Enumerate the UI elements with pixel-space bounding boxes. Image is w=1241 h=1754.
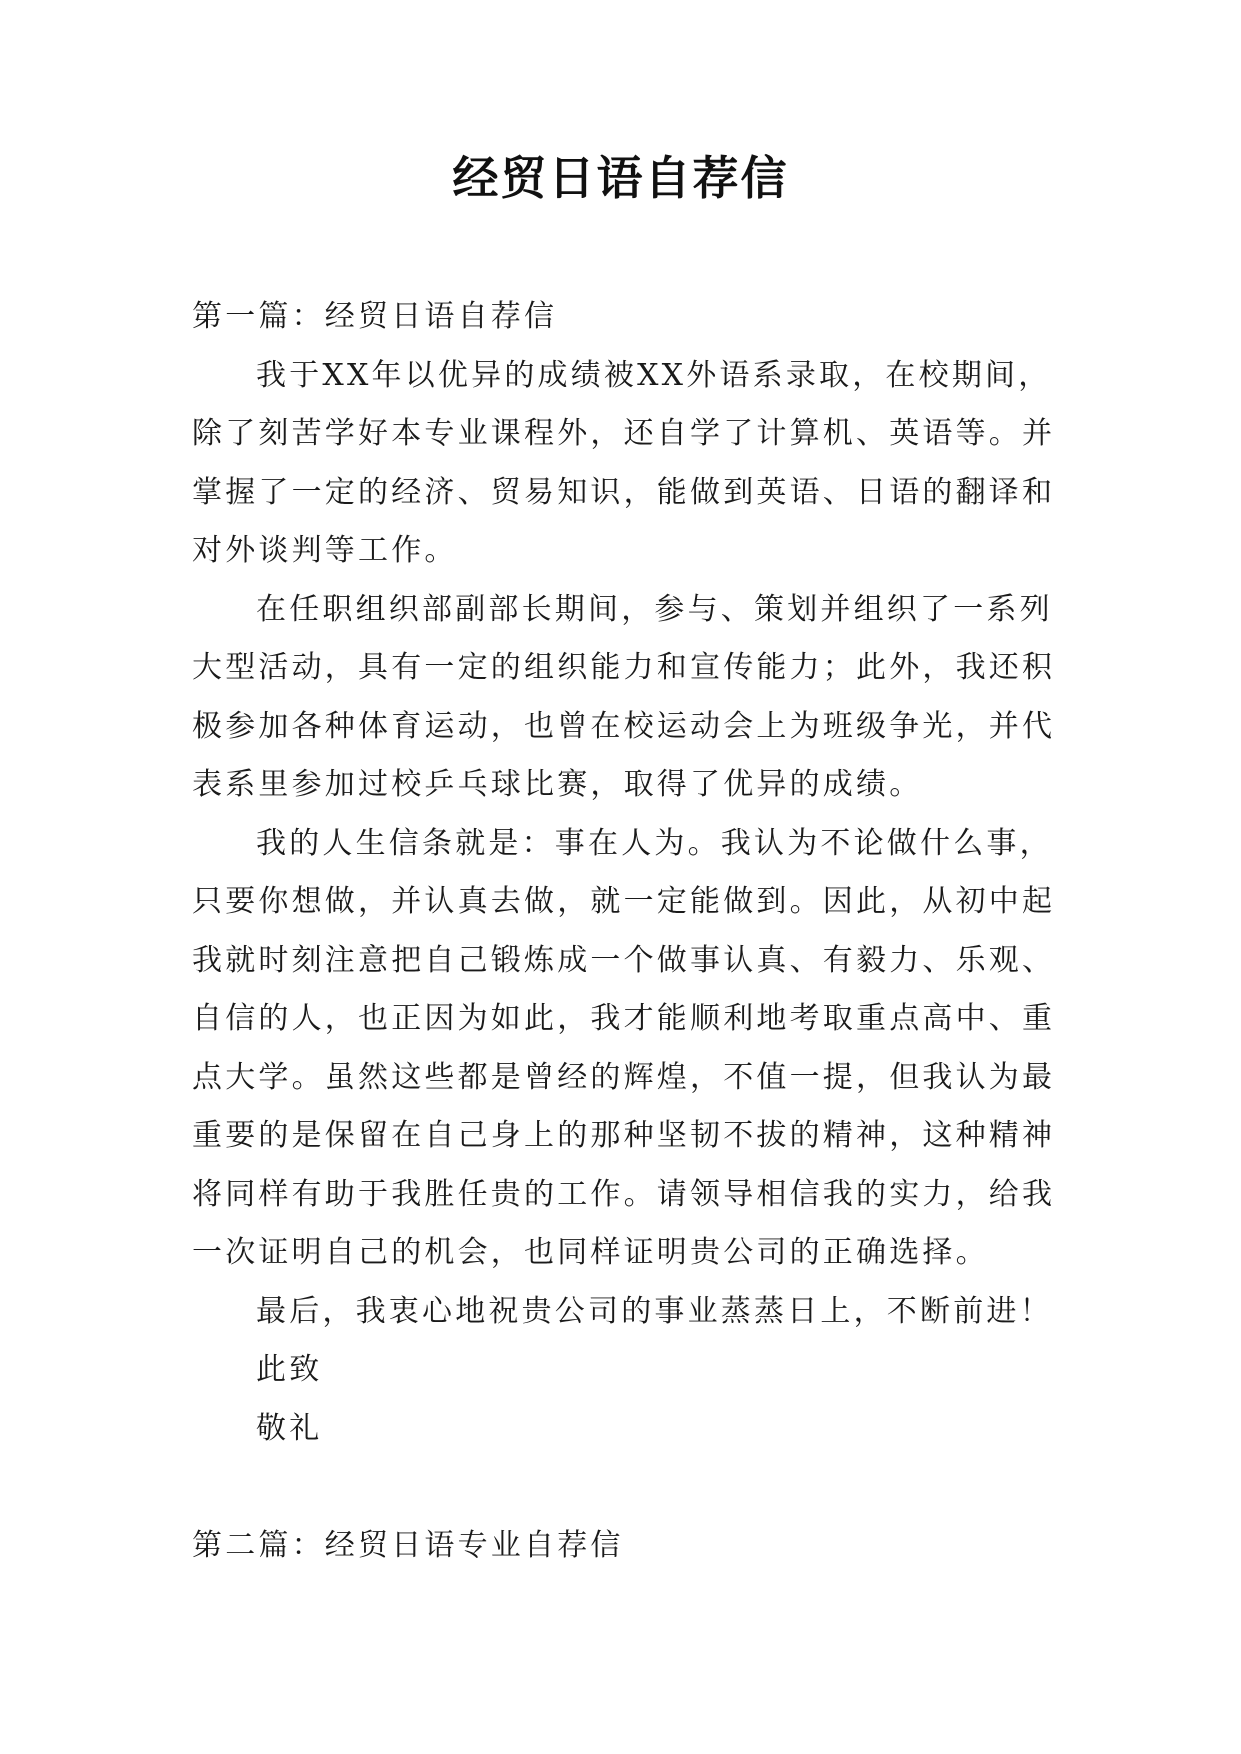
text-line: 重要的是保留在自己身上的那种坚韧不拔的精神，这种精神 (192, 1118, 1056, 1153)
text-line: 对外谈判等工作。 (192, 533, 458, 568)
section-spacer (192, 1458, 1072, 1517)
text-line: 将同样有助于我胜任贵的工作。请领导相信我的实力，给我 (192, 1176, 1056, 1212)
text-line: 点大学。虽然这些都是曾经的辉煌，不值一提，但我认为最 (192, 1059, 1056, 1095)
text-line: 除了刻苦学好本专业课程外，还自学了计算机、英语等。并 (192, 416, 1056, 451)
text-line: 掌握了一定的经济、贸易知识，能做到英语、日语的翻译和 (192, 474, 1056, 510)
text-line: 在任职组织部副部长期间，参与、策划并组织了一系列 (256, 591, 1053, 627)
section-heading: 第二篇：经贸日语专业自荐信 (192, 1528, 624, 1563)
document-title: 经贸日语自荐信 (452, 151, 789, 205)
paragraph (192, 347, 1072, 581)
section-heading: 第一篇：经贸日语自荐信 (192, 299, 558, 334)
paragraph (192, 815, 1072, 1283)
text-line: 极参加各种体育运动，也曾在校运动会上为班级争光，并代 (192, 708, 1056, 744)
text-line: 表系里参加过校乒乓球比赛，取得了优异的成绩。 (192, 767, 923, 802)
text-line: 自信的人，也正因为如此，我才能顺利地考取重点高中、重 (192, 1001, 1056, 1036)
text-line: 我的人生信条就是：事在人为。我认为不论做什么事， (256, 825, 1053, 861)
text-line: 只要你想做，并认真去做，就一定能做到。因此，从初中起 (192, 884, 1056, 919)
closing-regards: 敬礼 (256, 1410, 323, 1446)
text-line: 我就时刻注意把自己锻炼成一个做事认真、有毅力、乐观、 (192, 942, 1056, 978)
text-line: 大型活动，具有一定的组织能力和宣传能力；此外，我还积 (192, 650, 1056, 685)
text-line: 一次证明自己的机会，也同样证明贵公司的正确选择。 (192, 1235, 989, 1270)
paragraph (192, 581, 1072, 815)
closing-salutation: 此致 (256, 1352, 323, 1387)
document-body (192, 288, 1072, 1576)
text-line: 我于XX年以优异的成绩被XX外语系录取，在校期间， (256, 357, 1052, 393)
closing-wish: 最后，我衷心地祝贵公司的事业蒸蒸日上，不断前进！ (256, 1293, 1053, 1329)
